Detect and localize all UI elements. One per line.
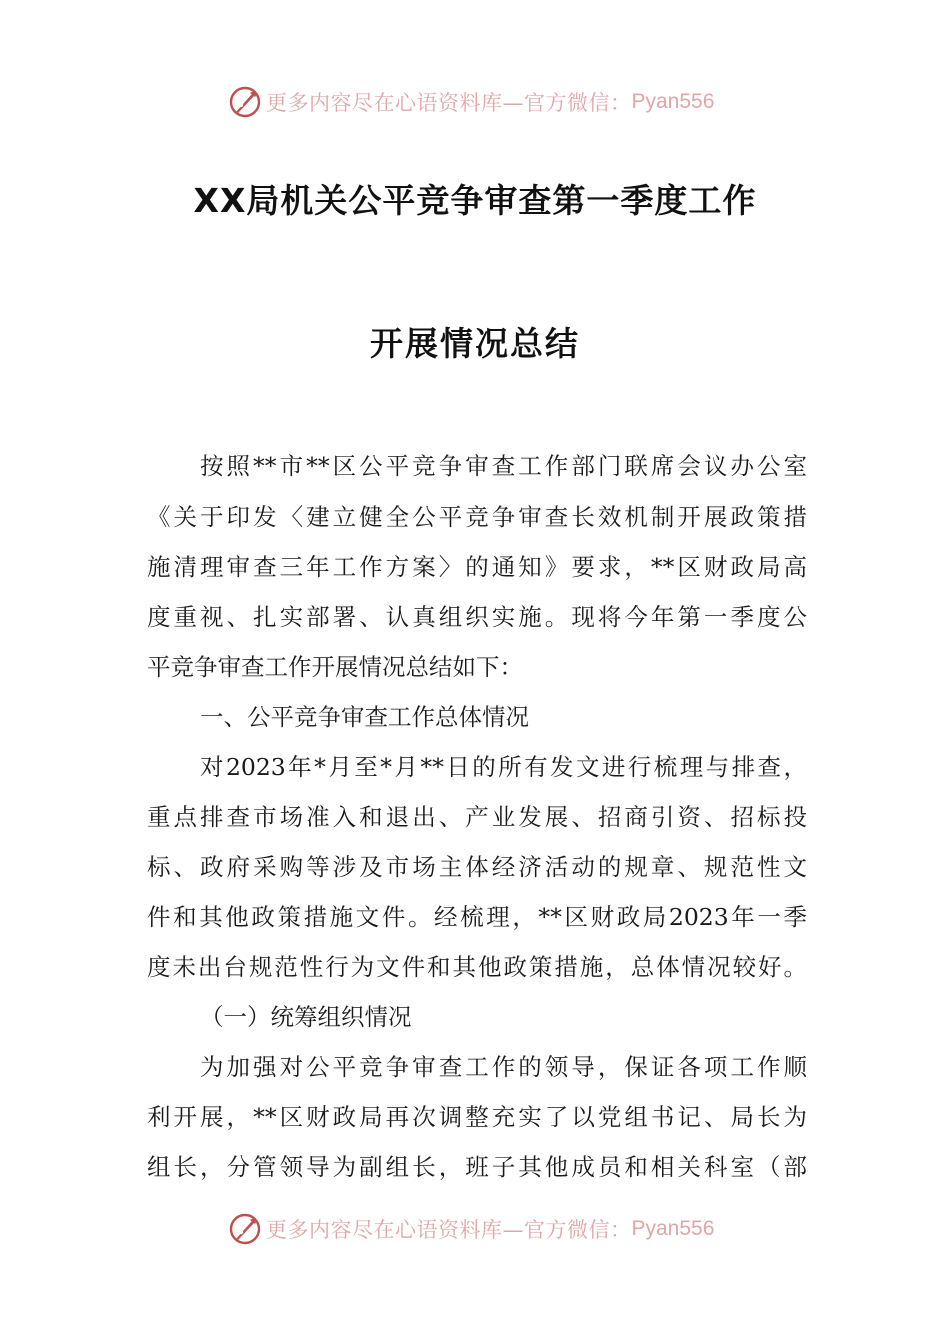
watermark-account: Pyan556: [631, 90, 715, 113]
paragraph-line: 按照**市**区公平竞争审查工作部门联席会议办公室: [200, 452, 807, 480]
paragraph-line: 平竞争审查工作开展情况总结如下：: [147, 653, 523, 681]
watermark-text: 更多内容尽在心语资料库—官方微信：: [266, 1218, 632, 1242]
document-title-line-2: 开展情况总结: [370, 324, 580, 363]
paragraph-line: 施清理审查三年工作方案〉的通知》要求，**区财政局高: [147, 553, 807, 581]
watermark-text: 更多内容尽在心语资料库—官方微信：: [266, 91, 632, 115]
watermark-banner-top: [228, 82, 714, 122]
paragraph-line: 《关于印发〈建立健全公平竞争审查长效机制开展政策措: [147, 503, 807, 531]
subsection-heading: （一）统筹组织情况: [200, 1003, 412, 1031]
paragraph-line: 组长，分管领导为副组长，班子其他成员和相关科室（部: [147, 1153, 807, 1181]
paragraph-line: 对2023年*月至*月**日的所有发文进行梳理与排查，: [200, 753, 807, 781]
paragraph-line: 为加强对公平竞争审查工作的领导，保证各项工作顺: [200, 1053, 807, 1081]
paragraph-line: 标、政府采购等涉及市场主体经济活动的规章、规范性文: [147, 853, 807, 881]
paragraph-line: 重点排查市场准入和退出、产业发展、招商引资、招标投: [147, 803, 807, 831]
paragraph-line: 度重视、扎实部署、认真组织实施。现将今年第一季度公: [147, 603, 807, 631]
section-heading: 一、公平竞争审查工作总体情况: [200, 703, 529, 731]
watermark-account: Pyan556: [631, 1217, 715, 1240]
document-title-line-1: XX局机关公平竞争审查第一季度工作: [193, 181, 757, 220]
paragraph-line: 件和其他政策措施文件。经梳理，**区财政局2023年一季: [147, 903, 807, 931]
paragraph-line: 利开展，**区财政局再次调整充实了以党组书记、局长为: [147, 1103, 807, 1131]
quill-pen-icon: [228, 85, 262, 119]
quill-pen-icon: [228, 1212, 262, 1246]
paragraph-line: 度未出台规范性行为文件和其他政策措施，总体情况较好。: [147, 953, 807, 981]
watermark-banner-bottom: [228, 1209, 714, 1249]
